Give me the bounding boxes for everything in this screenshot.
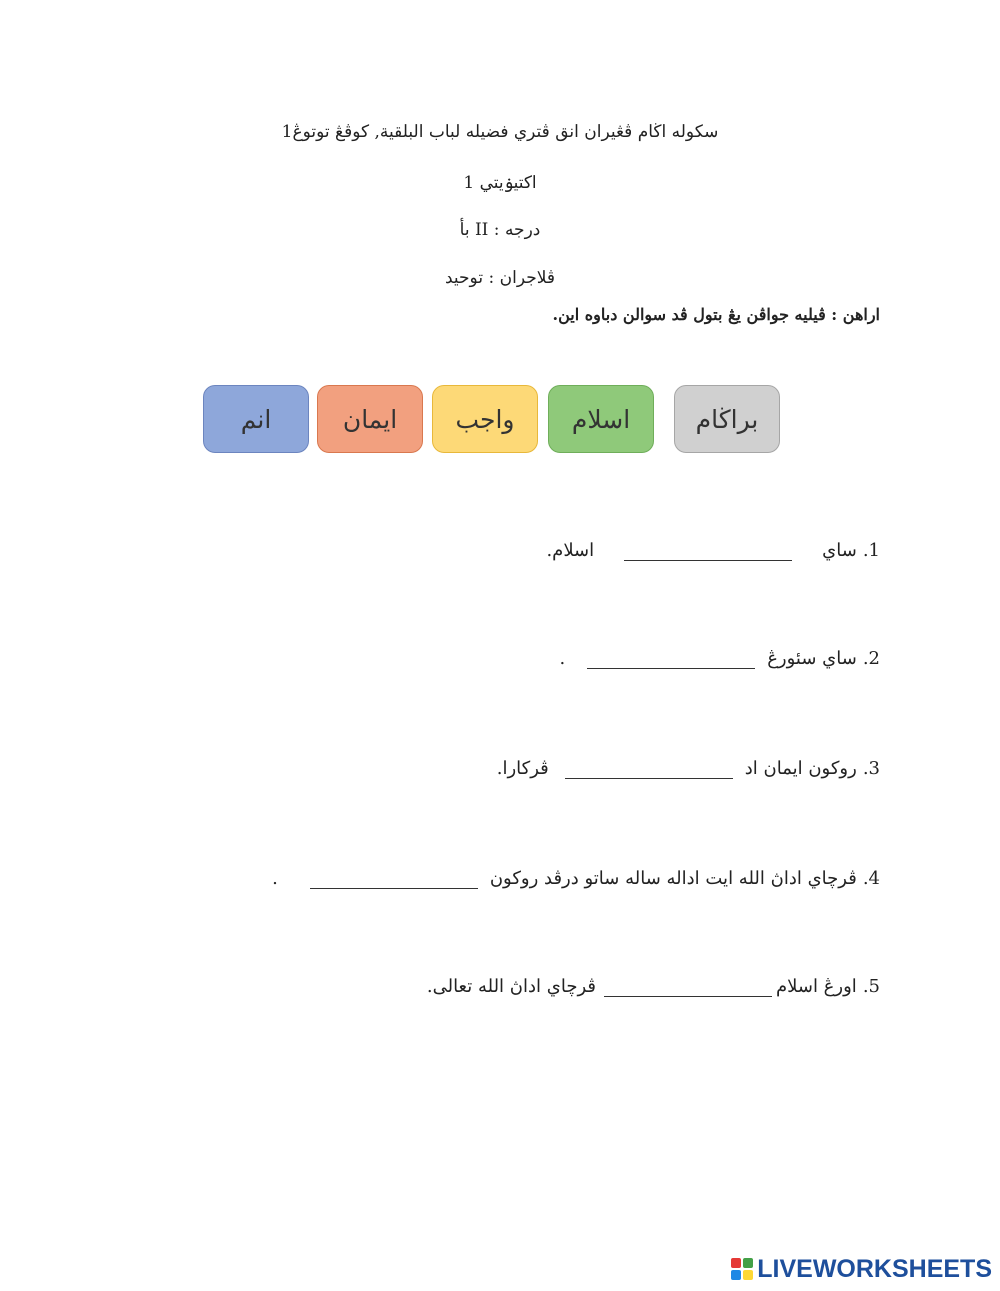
question-number: 4. (862, 868, 880, 889)
question-number: 2. (862, 648, 880, 669)
question-text-before: اورڠ اسلام (775, 976, 857, 997)
logo-icon (731, 1258, 753, 1280)
logo-text: LIVEWORKSHEETS (757, 1254, 992, 1283)
activity-title: اکتيۏيتي 1 (463, 173, 537, 193)
instruction: اراهن : ڤيليه جواڤن يڠ بتول ڤد سوالن دباوه اين. (552, 305, 880, 324)
question-text-after: ڤرچاي اداڽ الله تعالى. (426, 976, 596, 997)
school-title: سکوله اڬام ڤڠيران انق ڤتري فضيله لباب البلقية, کوڤڠ توتوڠ1 (281, 122, 719, 142)
answer-blank-5[interactable] (604, 978, 772, 997)
question-text-after: اسلام. (546, 540, 595, 561)
subject-label: ڤلاجران : توحيد (445, 268, 555, 288)
question-text-before: ساي (822, 540, 857, 561)
word-chip[interactable]: اسلام (548, 385, 654, 453)
question-text-after: ڤرکارا. (496, 758, 549, 779)
word-chip[interactable]: انم (203, 385, 309, 453)
liveworksheets-logo (731, 1255, 992, 1283)
question-text-before: روکون ايمان اد (744, 758, 857, 779)
answer-blank-1[interactable] (624, 542, 792, 561)
question-number: 3. (862, 758, 880, 779)
grade-label: درجه : II بأ (459, 220, 541, 240)
question-text-after: . (272, 868, 278, 889)
word-chip[interactable]: براڬام (674, 385, 780, 453)
question-number: 5. (862, 976, 880, 997)
answer-blank-2[interactable] (587, 650, 755, 669)
question-3 (497, 758, 880, 779)
question-text-before: ساي سئورڠ (767, 648, 857, 669)
question-number: 1. (862, 540, 880, 561)
question-4 (272, 868, 880, 889)
question-2 (559, 648, 880, 669)
answer-blank-3[interactable] (565, 760, 733, 779)
question-text-after: . (559, 648, 566, 669)
question-5 (427, 976, 880, 997)
answer-blank-4[interactable] (310, 870, 478, 889)
word-bank (203, 385, 781, 455)
question-text-before: ڤرچاي اداڽ الله ايت اداله ساله ساتو درڤد روکون (489, 868, 857, 889)
question-1 (546, 540, 880, 561)
word-chip[interactable]: ايمان (317, 385, 423, 453)
word-chip[interactable]: واجب (432, 385, 538, 453)
